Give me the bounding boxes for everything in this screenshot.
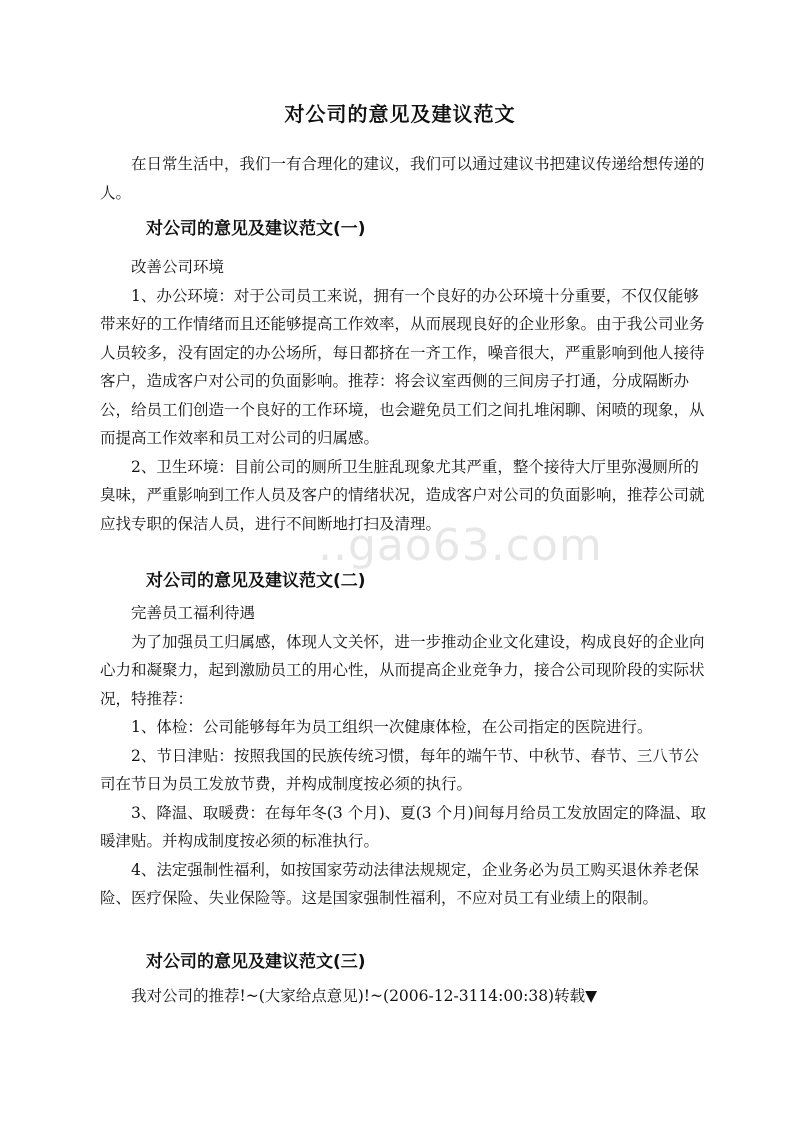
section-1-paragraph-1: 1、办公环境：对于公司员工来说，拥有一个良好的办公环境十分重要，不仅仅能够带来好的工作情绪而且还能够提高工作效率，从而展现良好的企业形象。由于我公司业务人员较多，没有固定的办公场所，每日都挤在一齐工作，噪音很大，严重影响到他人接待客户，造成客户对公司的负面影响。推荐：将会议室西侧的三间房子打通，分成隔断办公，给员工们创造一个良好的工作环境，也会避免员工们之间扎堆闲聊、闲喷的现象，从而提高工作效率和员工对公司的归属感。 — [100, 286, 705, 447]
section-2-subheading: 完善员工福利待遇 — [131, 604, 256, 622]
section-3-paragraph-1: 我对公司的推荐!~(大家给点意见)!~(2006-12-3114:00:38)转载▼ — [131, 987, 598, 1005]
intro-block — [100, 150, 712, 207]
section-2-paragraph-2: 1、体检：公司能够每年为员工组织一次健康体检，在公司指定的医院进行。 — [131, 718, 653, 736]
section-2-paragraph-3: 2、节日津贴：按照我国的民族传统习惯，每年的端午节、中秋节、春节、三八节公司在节日为员工发放节费，并构成制度按必须的执行。 — [100, 746, 699, 793]
intro-paragraph: 在日常生活中，我们一有合理化的建议，我们可以通过建议书把建议传递给想传递的人。 — [100, 155, 705, 202]
section-1-subheading: 改善公司环境 — [131, 258, 225, 276]
section-heading-2: 对公司的意见及建议范文(二) — [146, 571, 366, 591]
section-1-body — [100, 253, 712, 538]
section-heading-1: 对公司的意见及建议范文(一) — [146, 219, 366, 239]
section-heading-3: 对公司的意见及建议范文(三) — [146, 952, 366, 972]
section-1-paragraph-2: 2、卫生环境：目前公司的厕所卫生脏乱现象尤其严重，整个接待大厅里弥漫厕所的臭味，严重影响到工作人员及客户的情绪状况，造成客户对公司的负面影响，推荐公司就应找专职的保洁人员，进行不间断地打扫及清理。 — [100, 457, 705, 533]
section-2-paragraph-5: 4、法定强制性福利，如按国家劳动法律法规规定，企业务必为员工购买退休养老保险、医疗保险、失业保险等。这是国家强制性福利，不应对员工有业绩上的限制。 — [100, 860, 699, 907]
section-2-body — [100, 599, 712, 913]
watermark: ..gao63.com — [318, 520, 603, 571]
section-2-paragraph-4: 3、降温、取暖费：在每年冬(3 个月)、夏(3 个月)间每月给员工发放固定的降温、取暖津贴。并构成制度按必须的标准执行。 — [100, 803, 707, 850]
section-2-paragraph-1: 为了加强员工归属感，体现人文关怀，进一步推动企业文化建设，构成良好的企业向心力和凝聚力，起到激励员工的用心性，从而提高企业竞争力，接合公司现阶段的实际状况，特推荐： — [100, 632, 705, 708]
section-3-body — [100, 982, 712, 1011]
document-title: 对公司的意见及建议范文 — [284, 102, 516, 126]
